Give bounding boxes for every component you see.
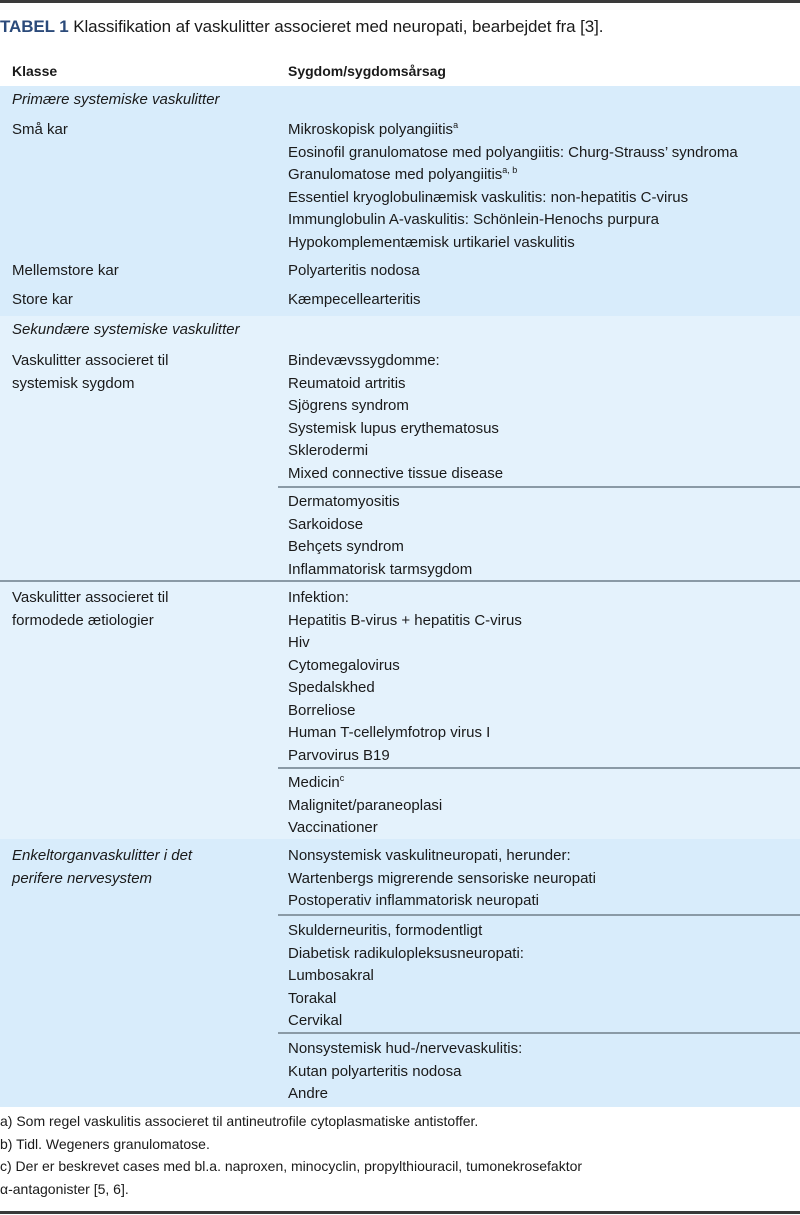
list-item: Parvovirus B19: [288, 746, 390, 764]
list-item: Bindevævssygdomme:: [288, 352, 440, 369]
footnote-c: c) Der er beskrevet cases med bl.a. naproxen, minocyclin, propylthiouracil, tumonekrosefaktor: [0, 1158, 583, 1174]
class-line: systemisk sygdom: [12, 374, 135, 392]
list-item: Malignitet/paraneoplasi: [288, 796, 443, 814]
footnote-ref: a: [453, 120, 459, 130]
list-item: Skulderneuritis, formodentligt: [288, 922, 483, 939]
list-item: Vaccinationer: [288, 819, 378, 836]
class-line: perifere nervesystem: [12, 869, 153, 887]
class-line: Vaskulitter associeret til: [12, 589, 169, 606]
footnote-ref: a, b: [502, 165, 518, 175]
section-single-organ: [0, 839, 800, 1107]
bottom-rule: [0, 1211, 800, 1214]
list-item: Cervikal: [288, 1012, 343, 1029]
footnote-b: b) Tidl. Wegeners granulomatose.: [0, 1135, 210, 1152]
list-item: Eosinofil granulomatose med polyangiitis: Churg-Strauss’ syndroma: [288, 143, 738, 161]
table-header: [0, 58, 800, 86]
class-cell: Små kar: [12, 121, 68, 138]
footnote-a: a) Som regel vaskulitis associeret til antineutrofile cytoplasmatiske antistoffer.: [0, 1113, 479, 1129]
class-cell: Store kar: [12, 291, 73, 308]
list-item: Nonsystemisk vaskulitneuropati, herunder:: [288, 847, 571, 864]
items-cell: [288, 260, 800, 283]
items-cell: [288, 845, 800, 913]
list-item: Essentiel kryoglobulinæmisk vaskulitis: non-hepatitis C-virus: [288, 188, 689, 206]
list-item: Lumbosakral: [288, 967, 374, 984]
class-line: Vaskulitter associeret til: [12, 352, 169, 369]
list-item: Borreliose: [288, 701, 356, 719]
list-item: Postoperativ inflammatorisk neuropati: [288, 892, 539, 909]
list-item: Behçets syndrom: [288, 538, 404, 555]
items-cell: [288, 289, 800, 312]
list-item: Hepatitis B-virus + hepatitis C-virus: [288, 611, 522, 629]
list-item: Sjögrens syndrom: [288, 397, 409, 414]
list-item: Cytomegalovirus: [288, 656, 400, 674]
top-rule: [0, 0, 800, 3]
list-item: Torakal: [288, 989, 337, 1007]
class-cell: [12, 350, 272, 395]
row-divider: [0, 580, 800, 582]
list-item: Systemisk lupus erythematosus: [288, 419, 499, 437]
footnote-c-cont: α-antagonister [5, 6].: [0, 1180, 129, 1197]
group-divider: [278, 914, 800, 916]
section-secondary: [0, 316, 800, 839]
list-item: Sklerodermi: [288, 442, 369, 459]
list-item: Mikroskopisk polyangiitis$^a$: [288, 120, 459, 138]
list-item: Spedalskhed: [288, 679, 375, 696]
table-label: TABEL 1: [0, 17, 69, 36]
list-item: Medicin$^c$: [288, 773, 345, 791]
class-cell: [12, 587, 272, 632]
table-caption: [0, 16, 800, 38]
list-item: Reumatoid artritis: [288, 374, 406, 392]
list-item: Andre: [288, 1085, 329, 1102]
list-item: Hiv: [288, 634, 310, 651]
list-item: Granulomatose med polyangiitis$^{a, b}$: [288, 165, 518, 183]
items-cell: [288, 920, 800, 1033]
list-item: Inflammatorisk tarmsygdom: [288, 560, 473, 578]
items-cell: [288, 119, 800, 254]
group-divider: [278, 767, 800, 769]
class-line: formodede ætiologier: [12, 611, 154, 629]
header-klasse: Klasse: [12, 63, 58, 79]
list-item: Wartenbergs migrerende sensoriske neuropati: [288, 869, 596, 887]
list-item: Immunglobulin A-vaskulitis: Schönlein-Henochs purpura: [288, 211, 660, 228]
group-divider: [278, 1032, 800, 1034]
class-cell: Mellemstore kar: [12, 262, 119, 279]
table-title: Klassifikation af vaskulitter associeret med neuropati, bearbejdet fra [3].: [68, 17, 604, 36]
footnotes: [0, 1110, 800, 1200]
list-item: Mixed connective tissue disease: [288, 464, 504, 482]
list-item: Kutan polyarteritis nodosa: [288, 1062, 462, 1080]
list-item: Human T-cellelymfotrop virus I: [288, 724, 491, 741]
items-cell: [288, 772, 800, 840]
list-item: Diabetisk radikulopleksusneuropati:: [288, 944, 524, 962]
section-title: Sekundære systemiske vaskulitter: [12, 321, 240, 338]
list-item: Kæmpecellearteritis: [288, 291, 421, 308]
list-item: Polyarteritis nodosa: [288, 262, 420, 279]
list-item: Nonsystemisk hud-/nervevaskulitis:: [288, 1040, 523, 1057]
list-item: Sarkoidose: [288, 515, 364, 533]
items-cell: [288, 1038, 800, 1106]
items-cell: [288, 587, 800, 767]
items-cell: [288, 350, 800, 485]
list-item: Infektion:: [288, 589, 349, 606]
section-title: Primære systemiske vaskulitter: [12, 91, 220, 108]
list-item: Hypokomplementæmisk urtikariel vaskulitis: [288, 233, 575, 251]
class-cell: [12, 845, 272, 890]
header-sygdom: Sygdom/sygdomsårsag: [288, 63, 446, 79]
items-cell: [288, 491, 800, 581]
list-item: Dermatomyositis: [288, 493, 400, 510]
footnote-ref: c: [339, 773, 345, 783]
group-divider: [278, 486, 800, 488]
class-line: Enkeltorganvaskulitter i det: [12, 847, 193, 864]
section-primary: [0, 86, 800, 316]
